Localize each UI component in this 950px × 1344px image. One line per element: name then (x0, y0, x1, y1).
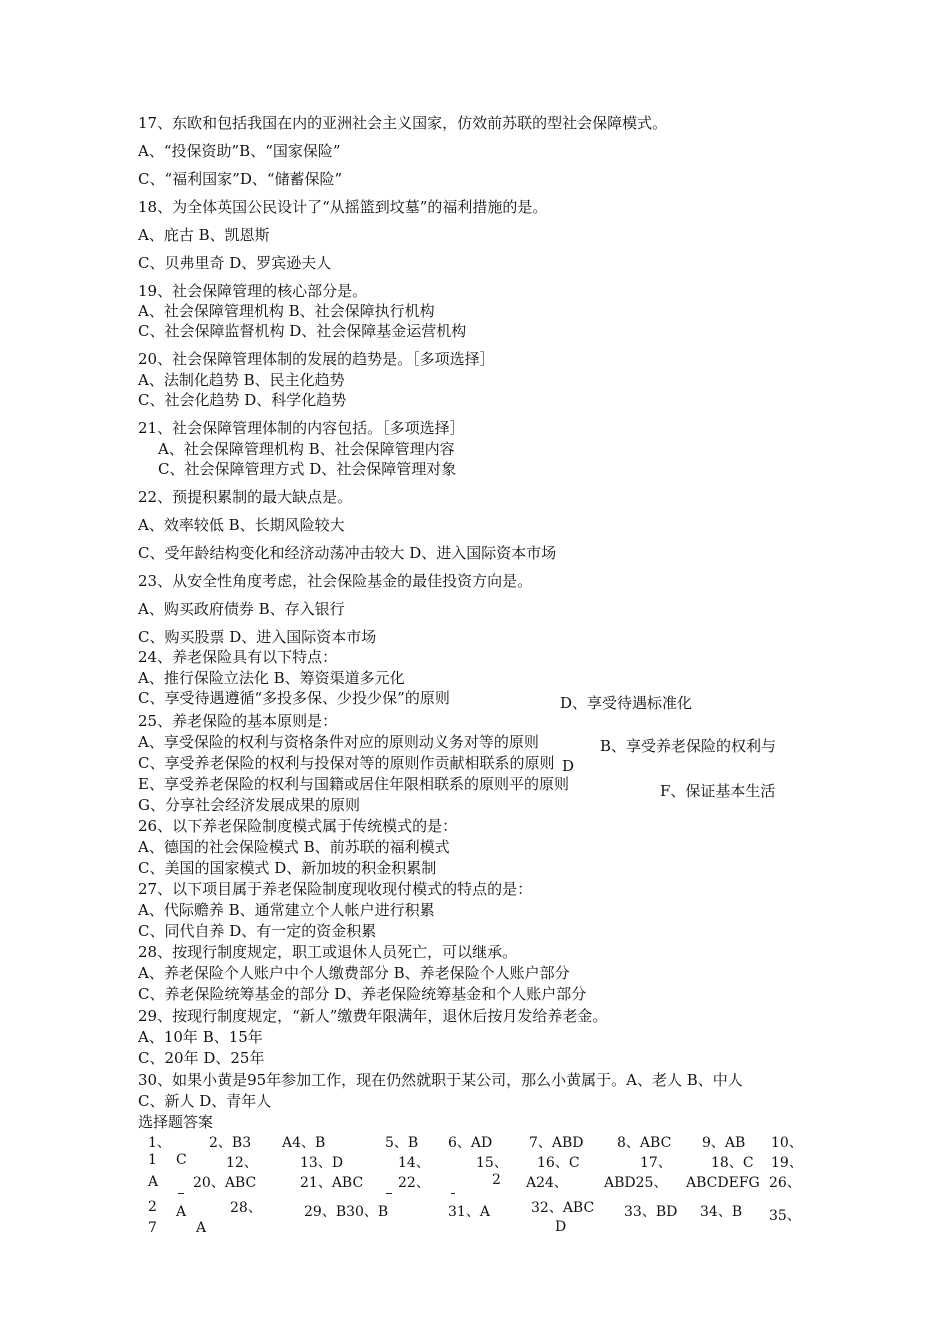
divider-mark (451, 1193, 455, 1194)
answer-cell: 31、A (448, 1204, 490, 1220)
answer-cell: 7、ABD (529, 1135, 584, 1151)
question-30-options-cd: C、新人 D、青年人 (138, 1092, 272, 1110)
answer-cell: 17、 (640, 1155, 672, 1171)
answer-cell: A (176, 1204, 187, 1220)
question-24-option-d: D、享受待遇标准化 (560, 694, 693, 712)
question-17-options-ab: A、“投保资助”B、“国家保险” (138, 142, 341, 160)
answer-cell: 18、C (711, 1155, 754, 1171)
question-28-options-cd: C、养老保险统筹基金的部分 D、养老保险统筹基金和个人账户部分 (138, 985, 587, 1003)
answer-cell: 2 (148, 1199, 157, 1215)
question-29-options-ab: A、10年 B、15年 (138, 1028, 263, 1046)
question-25-option-f: F、保证基本生活 (660, 782, 776, 800)
answer-cell: 13、D (300, 1155, 344, 1171)
question-28: 28、按现行制度规定，职工或退休人员死亡，可以继承。 (138, 943, 518, 961)
answer-key-title: 选择题答案 (138, 1113, 214, 1131)
question-21-options-cd: C、社会保障管理方式 D、社会保障管理对象 (158, 460, 457, 478)
answer-cell: 28、 (230, 1200, 262, 1216)
question-19: 19、社会保障管理的核心部分是。 (138, 282, 368, 300)
question-24-options-ab: A、推行保险立法化 B、筹资渠道多元化 (138, 669, 405, 687)
answer-cell: ABD25、 (604, 1175, 668, 1191)
answer-cell: 5、B (385, 1135, 419, 1151)
answer-cell: 2 (492, 1172, 501, 1188)
answer-cell: 1 (148, 1152, 157, 1168)
question-17: 17、东欧和包括我国在内的亚洲社会主义国家，仿效前苏联的型社会保障模式。 (138, 114, 668, 132)
answer-cell: 22、 (398, 1175, 430, 1191)
question-25-option-b: B、享受养老保险的权利与 (600, 737, 777, 755)
answer-cell: 9、AB (702, 1135, 746, 1151)
question-18: 18、为全体英国公民设计了“从摇篮到坟墓”的福利措施的是。 (138, 198, 548, 216)
answer-cell: 16、C (537, 1155, 580, 1171)
answer-cell: A24、 (526, 1175, 568, 1191)
question-27-options-ab: A、代际赡养 B、通常建立个人帐户进行积累 (138, 901, 435, 919)
question-30: 30、如果小黄是95年参加工作，现在仍然就职于某公司，那么小黄属于。A、老人 B、中人 (138, 1071, 743, 1089)
question-20-options-cd: C、社会化趋势 D、科学化趋势 (138, 391, 347, 409)
answer-cell: 6、AD (448, 1135, 493, 1151)
question-20: 20、社会保障管理体制的发展的趋势是。［多项选择］ (138, 350, 495, 368)
answer-cell: 1、 (148, 1135, 171, 1151)
answer-cell: 26、 (769, 1175, 801, 1191)
question-29-options-cd: C、20年 D、25年 (138, 1049, 265, 1067)
answer-cell: 14、 (398, 1155, 430, 1171)
answer-cell: 34、B (700, 1204, 743, 1220)
question-27: 27、以下项目属于养老保险制度现收现付模式的特点的是： (138, 880, 533, 898)
question-25: 25、养老保险的基本原则是： (138, 712, 338, 730)
answer-cell: C (176, 1152, 187, 1168)
answer-cell: A (148, 1174, 159, 1190)
answer-cell: A (196, 1220, 207, 1236)
answer-cell: 29、B30、B (304, 1204, 389, 1220)
question-27-options-cd: C、同代自养 D、有一定的资金积累 (138, 922, 377, 940)
answer-cell: ABCDEFG (686, 1175, 760, 1191)
question-23-options-cd: C、购买股票 D、进入国际资本市场 (138, 628, 377, 646)
question-20-options-ab: A、法制化趋势 B、民主化趋势 (138, 371, 345, 389)
question-23-options-ab: A、购买政府债券 B、存入银行 (138, 600, 345, 618)
question-29: 29、按现行制度规定，“新人”缴费年限满年，退休后按月发给养老金。 (138, 1007, 608, 1025)
divider-mark (178, 1193, 184, 1194)
answer-cell: 32、ABC (531, 1200, 595, 1216)
question-22-options-ab: A、效率较低 B、长期风险较大 (138, 516, 345, 534)
answer-cell: 10、 (771, 1135, 803, 1151)
answer-cell: 12、 (226, 1155, 258, 1171)
question-23: 23、从安全性角度考虑，社会保险基金的最佳投资方向是。 (138, 572, 533, 590)
question-25-option-e: E、享受养老保险的权利与国籍或居住年限相联系的原则平的原则 (138, 775, 569, 793)
question-28-options-ab: A、养老保险个人账户中个人缴费部分 B、养老保险个人账户部分 (138, 964, 570, 982)
question-25-option-a: A、享受保险的权利与资格条件对应的原则动义务对等的原则 (138, 733, 539, 751)
answer-cell: 20、ABC (193, 1175, 257, 1191)
answer-cell: 19、 (771, 1155, 803, 1171)
divider-mark (386, 1193, 392, 1194)
question-26: 26、以下养老保险制度模式属于传统模式的是： (138, 817, 458, 835)
question-26-options-cd: C、美国的国家模式 D、新加坡的积金积累制 (138, 859, 437, 877)
question-26-options-ab: A、德国的社会保险模式 B、前苏联的福利模式 (138, 838, 450, 856)
question-17-options-cd: C、“福利国家”D、“储蓄保险” (138, 170, 343, 188)
answer-cell: A4、B (282, 1135, 326, 1151)
answer-cell: D (555, 1219, 567, 1235)
question-21-options-ab: A、社会保障管理机构 B、社会保障管理内容 (158, 440, 455, 458)
question-19-options-ab: A、社会保障管理机构 B、社会保障执行机构 (138, 302, 435, 320)
answer-cell: 35、 (769, 1208, 801, 1224)
question-24-option-c: C、享受待遇遵循“多投多保、少投少保”的原则 (138, 689, 450, 707)
question-24: 24、养老保险具有以下特点： (138, 648, 338, 666)
question-22-options-cd: C、受年龄结构变化和经济动荡冲击较大 D、进入国际资本市场 (138, 544, 557, 562)
answer-cell: 33、BD (624, 1204, 678, 1220)
question-25-option-d: D (562, 757, 575, 775)
question-25-option-g: G、分享社会经济发展成果的原则 (138, 796, 360, 814)
answer-cell: 21、ABC (300, 1175, 364, 1191)
answer-cell: 8、ABC (617, 1135, 672, 1151)
question-19-options-cd: C、社会保障监督机构 D、社会保障基金运营机构 (138, 322, 467, 340)
question-18-options-ab: A、庇古 B、凯恩斯 (138, 226, 270, 244)
answer-cell: 7 (148, 1220, 157, 1236)
answer-cell: 2、B3 (209, 1135, 252, 1151)
question-21: 21、社会保障管理体制的内容包括。［多项选择］ (138, 419, 465, 437)
answer-cell: 15、 (476, 1155, 508, 1171)
question-25-option-c: C、享受养老保险的权利与投保对等的原则作贡献相联系的原则 (138, 754, 555, 772)
question-22: 22、预提积累制的最大缺点是。 (138, 488, 353, 506)
question-18-options-cd: C、贝弗里奇 D、罗宾逊夫人 (138, 254, 332, 272)
